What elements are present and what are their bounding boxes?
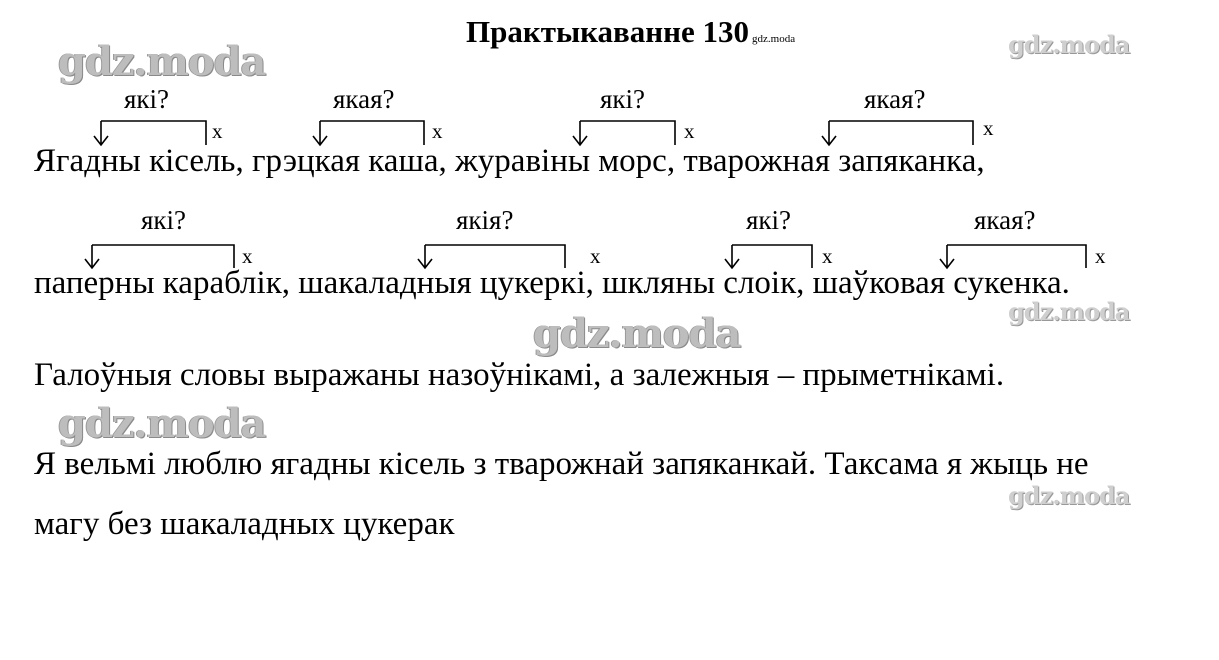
title-subscript: gdz.moda — [752, 33, 796, 45]
bracket-arrow-icon — [725, 245, 812, 268]
sentence-line-4: Я вельмі люблю ягадны кісель з тварожнай запяканкай. Таксама я жыць не — [34, 446, 1089, 482]
sentence-line-5: магу без шакаладных цукерак — [34, 506, 455, 542]
dependent-mark: x — [983, 116, 994, 140]
bracket-arrow-icon — [573, 121, 675, 145]
title-text: Практыкаванне 130 — [466, 14, 750, 49]
watermark: gdz.moda — [1008, 297, 1130, 326]
question-label: якая? — [333, 84, 395, 114]
bracket-arrow-icon — [313, 121, 424, 145]
dependent-mark: x — [212, 119, 223, 143]
sentence-line-1: Ягадны кісель, грэцкая каша, журавіны морс, тварожная запяканка, — [34, 143, 985, 179]
watermark: gdz.moda — [1008, 481, 1130, 510]
question-label: які? — [124, 84, 170, 114]
bracket-arrow-icon — [940, 245, 1086, 268]
question-label: якая? — [864, 84, 926, 114]
dependent-mark: x — [242, 244, 253, 268]
dependent-mark: x — [590, 244, 601, 268]
question-label: якія? — [456, 205, 514, 235]
row2-brackets — [85, 245, 1086, 268]
dependent-mark: x — [822, 244, 833, 268]
question-label: якая? — [974, 205, 1036, 235]
watermark: gdz.moda — [533, 310, 741, 357]
dependent-mark: x — [684, 119, 695, 143]
dependent-mark: x — [432, 119, 443, 143]
sentence-line-2: паперны караблік, шакаладныя цукеркі, шкляны слоік, шаўковая сукенка. — [34, 265, 1070, 301]
row1-brackets — [94, 121, 973, 145]
dependent-mark: x — [1095, 244, 1106, 268]
question-label: які? — [746, 205, 792, 235]
sentence-line-3: Галоўныя словы выражаны назоўнікамі, а залежныя – прыметнікамі. — [34, 357, 1005, 393]
question-label: які? — [141, 205, 187, 235]
bracket-arrow-icon — [418, 245, 565, 268]
bracket-arrow-icon — [94, 121, 206, 145]
watermark: gdz.moda — [1008, 30, 1130, 59]
bracket-arrow-icon — [822, 121, 973, 145]
question-label: які? — [600, 84, 646, 114]
watermark: gdz.moda — [58, 38, 266, 85]
bracket-arrow-icon — [85, 245, 234, 268]
watermark: gdz.moda — [58, 400, 266, 447]
